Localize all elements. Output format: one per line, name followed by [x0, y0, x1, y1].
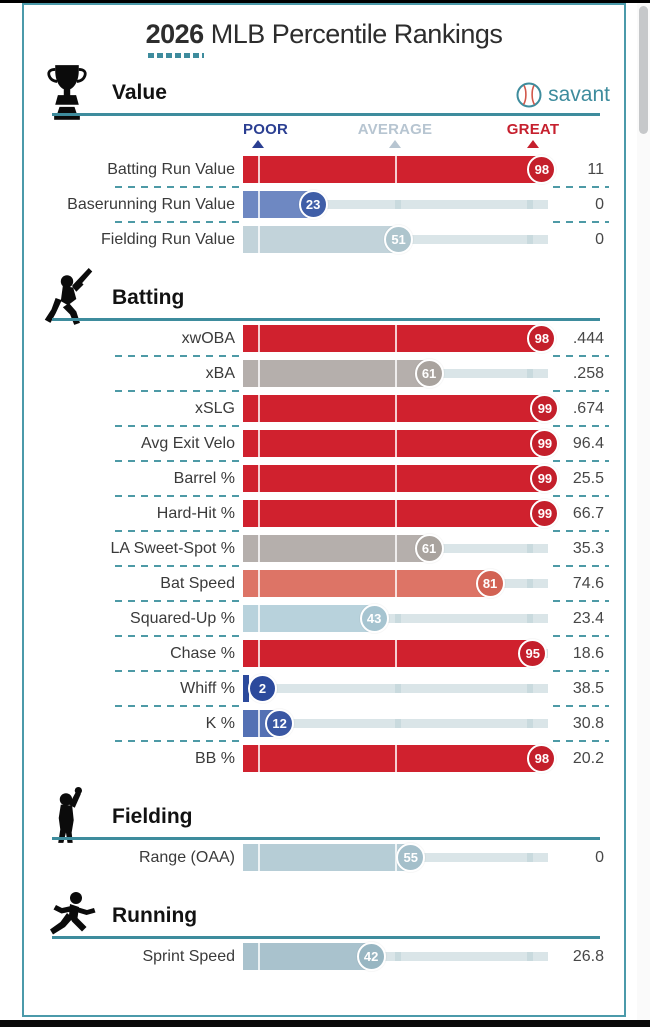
percentile-bar[interactable] [243, 465, 553, 492]
percentile-bar[interactable] [243, 191, 548, 218]
stat-row [24, 939, 624, 974]
percentile-bar[interactable] [243, 395, 553, 422]
stat-value: 25.5 [572, 469, 604, 487]
bar-fill [243, 226, 399, 253]
percentile-badge[interactable]: 99 [530, 464, 559, 493]
stat-row [24, 601, 624, 636]
bar-gridline [258, 500, 260, 527]
title-text: MLB Percentile Rankings [203, 19, 503, 49]
row-separator-dash [115, 460, 243, 462]
bar-gridline [258, 640, 260, 667]
section-title-value: Value [112, 81, 167, 104]
stat-row [24, 496, 624, 531]
track-tick [527, 235, 533, 244]
legend-label-average: AVERAGE [357, 121, 433, 138]
row-separator-dash [553, 390, 609, 392]
legend-label-poor: POOR [243, 121, 288, 138]
stat-value: 26.8 [572, 947, 604, 965]
percentile-bar[interactable] [243, 570, 548, 597]
stat-row [24, 222, 624, 257]
baseball-icon [516, 82, 542, 108]
percentile-badge[interactable]: 2 [248, 674, 277, 703]
row-separator-dash [115, 600, 243, 602]
bar-fill [243, 605, 374, 632]
percentile-badge[interactable]: 99 [530, 394, 559, 423]
bar-fill [243, 535, 429, 562]
percentile-bar[interactable] [243, 156, 548, 183]
bar-gridline [258, 605, 260, 632]
stat-label: Batting Run Value [107, 160, 235, 178]
row-separator-dash [553, 460, 609, 462]
stat-row [24, 531, 624, 566]
row-separator-dash [553, 425, 609, 427]
section-running [24, 889, 624, 974]
track-tick [527, 684, 533, 693]
row-separator-dash [553, 600, 609, 602]
bar-gridline [395, 430, 397, 457]
row-separator-dash [115, 495, 243, 497]
row-separator-dash [115, 740, 243, 742]
bar-fill [243, 325, 542, 352]
stat-value: 96.4 [572, 434, 604, 452]
legend-marker-triangle [389, 140, 401, 148]
row-separator-dash [553, 355, 609, 357]
stat-label: Chase % [170, 644, 235, 662]
bar-gridline [258, 325, 260, 352]
stat-row [24, 391, 624, 426]
stat-label: Whiff % [180, 679, 235, 697]
row-separator-dash [553, 221, 609, 223]
track-tick [395, 614, 401, 623]
percentile-badge[interactable]: 98 [527, 324, 556, 353]
percentile-bar[interactable] [243, 844, 548, 871]
percentile-bar[interactable] [243, 360, 548, 387]
stat-label: BB % [194, 749, 235, 767]
stat-row [24, 426, 624, 461]
row-separator-dash [553, 495, 609, 497]
percentile-bar[interactable] [243, 605, 548, 632]
percentile-bar[interactable] [243, 500, 553, 527]
percentile-badge[interactable]: 42 [357, 942, 386, 971]
stat-label: Range (OAA) [138, 848, 235, 866]
bar-fill [243, 844, 411, 871]
stat-label: xwOBA [181, 329, 235, 347]
stat-label: Hard-Hit % [156, 504, 235, 522]
row-separator-dash [553, 635, 609, 637]
row-separator-dash [553, 186, 609, 188]
section-header-value [24, 66, 624, 116]
savant-logo-text: savant [548, 83, 610, 106]
track-tick [527, 579, 533, 588]
stat-row [24, 152, 624, 187]
bar-gridline [258, 535, 260, 562]
track-tick [395, 719, 401, 728]
percentile-bar[interactable] [243, 430, 553, 457]
row-separator-dash [553, 740, 609, 742]
bar-gridline [395, 570, 397, 597]
stat-label: Barrel % [173, 469, 235, 487]
bar-gridline [258, 360, 260, 387]
bar-gridline [258, 570, 260, 597]
section-batting [24, 271, 624, 776]
bar-gridline [258, 191, 260, 218]
percentile-badge[interactable]: 12 [265, 709, 294, 738]
percentile-legend [24, 118, 624, 152]
section-divider-line [52, 113, 600, 116]
legend-marker-triangle [252, 140, 264, 148]
bar-gridline [395, 640, 397, 667]
bar-gridline [395, 465, 397, 492]
bar-fill [243, 156, 542, 183]
stat-label: Avg Exit Velo [141, 434, 235, 452]
stat-row [24, 636, 624, 671]
stat-label: Fielding Run Value [100, 230, 235, 248]
track-tick [527, 614, 533, 623]
title-underline-dots [148, 53, 204, 58]
section-fielding [24, 790, 624, 875]
stat-row [24, 187, 624, 222]
stat-row [24, 566, 624, 601]
percentile-badge[interactable]: 95 [518, 639, 547, 668]
percentile-bar[interactable] [243, 943, 548, 970]
bar-gridline [395, 535, 397, 562]
percentile-badge[interactable]: 98 [527, 155, 556, 184]
stat-value: 0 [595, 195, 604, 213]
stat-value: 0 [595, 230, 604, 248]
bar-gridline [395, 745, 397, 772]
track-tick [395, 952, 401, 961]
bar-fill [243, 943, 371, 970]
stat-value: 38.5 [572, 679, 604, 697]
bar-fill [243, 395, 545, 422]
percentile-badge[interactable]: 51 [384, 225, 413, 254]
bar-gridline [258, 943, 260, 970]
stat-label: xBA [205, 364, 235, 382]
stat-value: .674 [572, 399, 604, 417]
percentile-badge[interactable]: 81 [476, 569, 505, 598]
stat-label: xSLG [194, 399, 235, 417]
bar-gridline [258, 226, 260, 253]
section-title-batting: Batting [112, 286, 185, 309]
bar-fill [243, 430, 545, 457]
stat-value: .444 [572, 329, 604, 347]
section-value [24, 66, 624, 257]
row-separator-dash [553, 670, 609, 672]
bar-gridline [395, 395, 397, 422]
bar-gridline [258, 465, 260, 492]
percentile-badge[interactable]: 23 [299, 190, 328, 219]
stat-row [24, 461, 624, 496]
stat-value: 20.2 [572, 749, 604, 767]
row-separator-dash [553, 530, 609, 532]
bar-fill [243, 500, 545, 527]
page-title [24, 5, 624, 58]
track-tick [527, 200, 533, 209]
percentile-bar[interactable] [243, 640, 548, 667]
row-separator-dash [115, 390, 243, 392]
percentile-bar[interactable] [243, 745, 548, 772]
track-tick [527, 369, 533, 378]
bar-gridline [258, 745, 260, 772]
bar-gridline [395, 500, 397, 527]
bar-gridline [395, 325, 397, 352]
savant-logo[interactable] [516, 82, 610, 108]
row-separator-dash [553, 565, 609, 567]
stat-row [24, 671, 624, 706]
bar-gridline [258, 395, 260, 422]
section-title-running: Running [112, 904, 198, 927]
bar-fill [243, 465, 545, 492]
track-tick [527, 853, 533, 862]
stat-value: 18.6 [572, 644, 604, 662]
percentile-bar[interactable] [243, 325, 548, 352]
bar-gridline [258, 710, 260, 737]
scrollbar-track[interactable] [637, 3, 650, 1020]
stat-value: 74.6 [572, 574, 604, 592]
stat-label: Baserunning Run Value [67, 195, 235, 213]
bar-gridline [395, 156, 397, 183]
bar-fill [243, 745, 542, 772]
percentile-badge[interactable]: 98 [527, 744, 556, 773]
row-separator-dash [115, 425, 243, 427]
percentile-bar[interactable] [243, 710, 548, 737]
legend-area [243, 118, 560, 152]
section-header-batting [24, 271, 624, 321]
section-title-fielding: Fielding [112, 805, 193, 828]
stat-row [24, 840, 624, 875]
row-separator-dash [115, 355, 243, 357]
stat-value: 35.3 [572, 539, 604, 557]
percentile-bar[interactable] [243, 226, 548, 253]
percentile-badge[interactable]: 55 [396, 843, 425, 872]
bottom-edge-strip [0, 1020, 650, 1027]
row-separator-dash [115, 670, 243, 672]
percentile-rankings-card [22, 3, 626, 1017]
row-separator-dash [553, 705, 609, 707]
row-separator-dash [115, 565, 243, 567]
stat-label: K % [205, 714, 235, 732]
stat-row [24, 741, 624, 776]
percentile-badge[interactable]: 61 [415, 534, 444, 563]
row-separator-dash [115, 705, 243, 707]
stat-value: 23.4 [572, 609, 604, 627]
row-separator-dash [115, 635, 243, 637]
stat-row [24, 356, 624, 391]
legend-label-great: GREAT [506, 121, 560, 138]
percentile-bar[interactable] [243, 535, 548, 562]
bar-fill [243, 640, 533, 667]
track-tick [527, 952, 533, 961]
section-header-running [24, 889, 624, 939]
percentile-badge[interactable]: 99 [530, 429, 559, 458]
row-separator-dash [115, 530, 243, 532]
track-tick [527, 719, 533, 728]
title-year: 2026 [145, 19, 204, 49]
bar-gridline [395, 360, 397, 387]
stat-label: Sprint Speed [142, 947, 235, 965]
percentile-badge[interactable]: 43 [360, 604, 389, 633]
stat-value: 0 [595, 848, 604, 866]
stat-row [24, 706, 624, 741]
stat-label: Squared-Up % [130, 609, 235, 627]
stat-label: LA Sweet-Spot % [110, 539, 235, 557]
bar-gridline [258, 156, 260, 183]
row-separator-dash [115, 186, 243, 188]
scrollbar-thumb[interactable] [639, 6, 648, 134]
stat-value: 30.8 [572, 714, 604, 732]
track-tick [395, 684, 401, 693]
percentile-badge[interactable]: 99 [530, 499, 559, 528]
section-header-fielding [24, 790, 624, 840]
row-separator-dash [115, 221, 243, 223]
track-tick [527, 544, 533, 553]
stat-value: .258 [572, 364, 604, 382]
stat-value: 66.7 [572, 504, 604, 522]
bar-gridline [258, 430, 260, 457]
track-tick [395, 200, 401, 209]
bar-fill [243, 570, 490, 597]
stat-value: 11 [587, 160, 604, 178]
legend-marker-triangle [527, 140, 539, 148]
percentile-bar[interactable] [243, 675, 548, 702]
bar-gridline [258, 844, 260, 871]
percentile-badge[interactable]: 61 [415, 359, 444, 388]
bar-fill [243, 360, 429, 387]
stat-row [24, 321, 624, 356]
stat-label: Bat Speed [160, 574, 235, 592]
